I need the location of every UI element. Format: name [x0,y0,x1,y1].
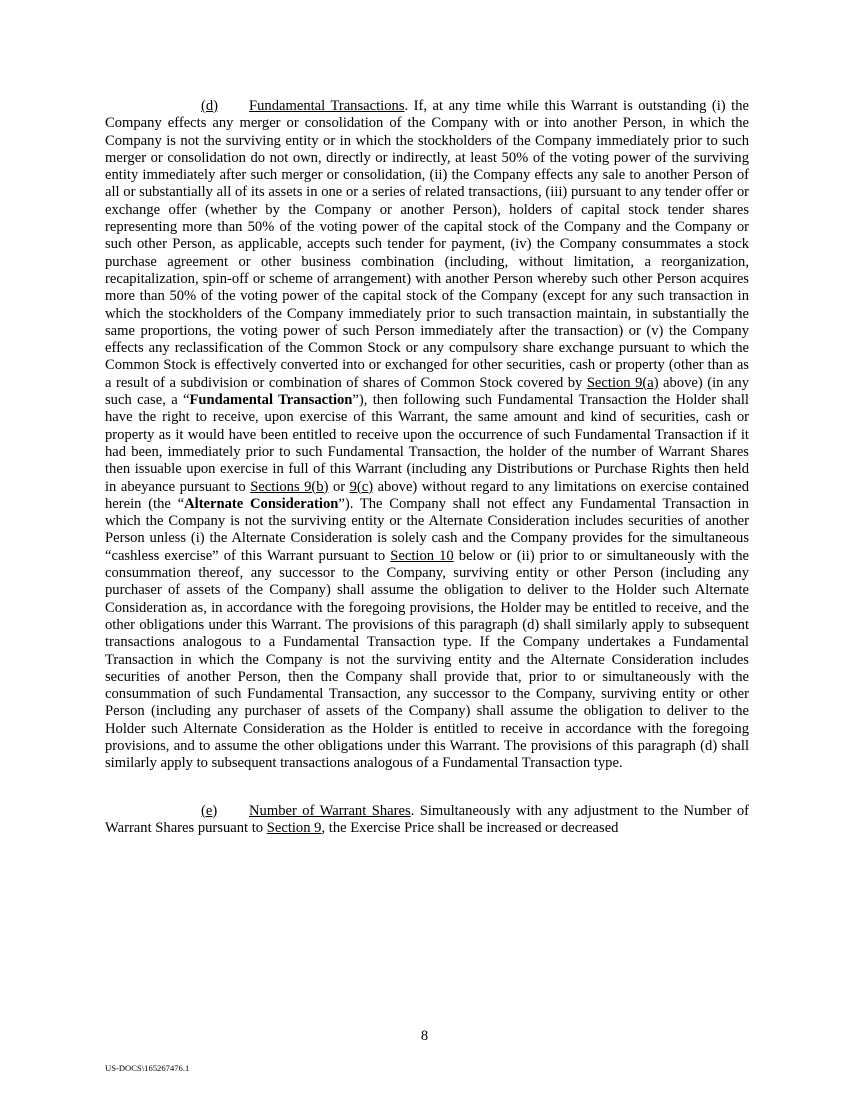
section-d-number: (d) [201,98,219,114]
cross-reference-9: Section 9 [266,819,322,836]
section-e-text: , the Exercise Price shall be increased or decreased [321,819,619,836]
section-e-heading: Number of Warrant Shares [249,802,411,819]
cross-reference-10: Section 10 [390,547,454,564]
cross-reference-9b: Sections 9(b) [250,478,329,495]
document-id: US-DOCS\165267476.1 [105,1063,190,1073]
section-d-heading: Fundamental Transactions [249,98,405,114]
cross-reference-9a: Section 9(a) [586,374,659,391]
section-d-text: . If, at any time while this Warrant is outstanding (i) the Company effects any merger or consolidation of the Company with or into another Person, in which the Company is not the surviving entity or in which the stockholders of the Company immediately prior to such merger or consolidation do not own, directly or indirectly, at least 50% of the voting power of the surviving entity immediately after such merger or consolidation, (ii) the Company effects any sale to another Person of all or substantially all of its assets in one or a series of related transactions, (iii) pursuant to any tender offer or exchange offer (whether by the Company or another Person), holders of capital stock tender shares representing more than 50% of the voting power of the capital stock of the Company and the Company or such other Person, as applicable, accepts such tender for payment, (iv) the Company consummates a stock purchase agreement or other business combination (including, without limitation, a reorganization, recapitalization, spin-off or scheme of arrangement) with another Person whereby such other Person acquires more than 50% of the voting power of the capital stock of the Company (except for any such transaction in which the stockholders of the Company immediately prior to such transaction maintain, in substantially the same proportions, the voting power of such Person immediately after the transaction) or (v) the Company effects any reclassification of the Common Stock or any compulsory share exchange pursuant to which the Common Stock is effectively converted into or exchanged for other securities, cash or property (other than as a result of a subdivision or combination of shares of Common Stock covered by [105,98,749,391]
section-d-text: above) without regard to any limitations on exercise contained herein (the “ [105,478,749,512]
section-e-number: (e) [201,802,218,819]
defined-term-alternate-consideration: Alternate Consideration [184,495,339,512]
page-number: 8 [420,1028,429,1044]
defined-term-fundamental-transaction: Fundamental Transaction [189,392,353,409]
cross-reference-9c: 9(c) [349,478,374,495]
section-d-text: ”), then following such Fundamental Transaction the Holder shall have the right to receive, upon exercise of this Warrant, the same amount and kind of securities, cash or property as it would have been entitled to receive upon the occurrence of such Fundamental Transaction if it had been, immediately prior to such Fundamental Transaction, the holder of the number of Warrant Shares then issuable upon exercise in full of this Warrant (including any Distributions or Purchase Rights then held in abeyance pursuant to [105,392,749,495]
document-body [105,98,749,837]
section-d-text: or [328,478,350,495]
section-d-text: below or (ii) prior to or simultaneously with the consummation thereof, any successor to the Company, surviving entity or other Person (including any purchaser of assets of the Company) shall assume the obligation to deliver to the Holder such Alternate Consideration as, in accordance with the foregoing provisions, the Holder may be entitled to receive, and the other obligations under this Warrant. The provisions of this paragraph (d) shall similarly apply to subsequent transactions analogous to a Fundamental Transaction type. If the Company undertakes a Fundamental Transaction in which the Company is not the surviving entity and the Alternate Consideration includes securities of another Person, then the Company shall provide that, prior to or simultaneously with the consummation of such Fundamental Transaction, any successor to the Company, surviving entity or other Person (including any purchaser of assets of the Company) shall assume the obligation to deliver to the Holder such Alternate Consideration as the Holder is entitled to receive in accordance with the foregoing provisions, and to assume the other obligations under this Warrant. The provisions of this paragraph (d) shall similarly apply to subsequent transactions analogous of a Fundamental Transaction type. [105,547,749,772]
section-e-text: . Simultaneously with any adjustment to the Number of Warrant Shares pursuant to [105,802,749,836]
section-d-text: ”). The Company shall not effect any Fundamental Transaction in which the Company is not the surviving entity or the Alternate Consideration includes securities of another Person unless (i) the Alternate Consideration is solely cash and the Company provides for the simultaneous “cashless exercise” of this Warrant pursuant to [105,495,749,564]
section-e-paragraph [105,803,749,838]
section-d-text: above) (in any such case, a “ [105,374,749,409]
section-d-paragraph [105,98,749,773]
